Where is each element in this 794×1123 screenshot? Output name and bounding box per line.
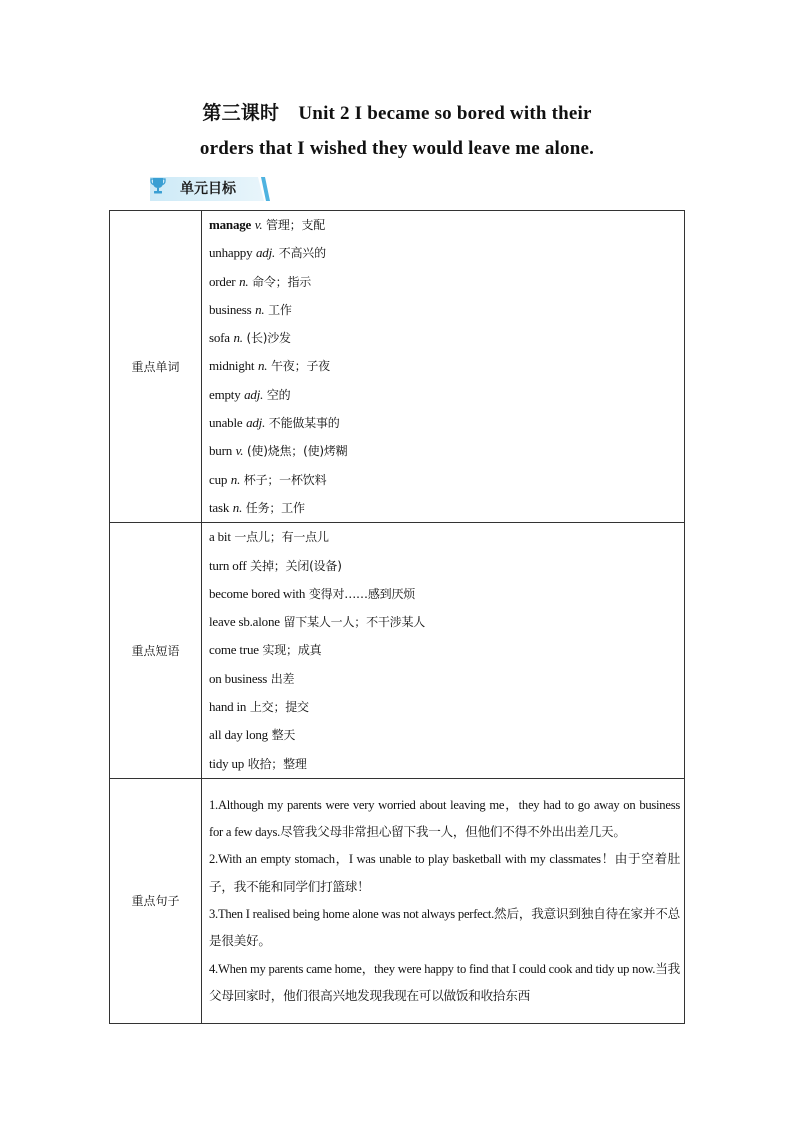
- words-cell: [202, 211, 685, 523]
- list-item: [209, 381, 680, 409]
- phrases-cell: [202, 523, 685, 779]
- meaning: 不能做某事的: [268, 416, 340, 431]
- word: burn: [209, 443, 233, 459]
- phrase: turn off: [209, 557, 247, 573]
- list-item: [209, 296, 680, 324]
- meaning: (长)沙发: [246, 331, 291, 346]
- list-item: [209, 352, 680, 380]
- list-item: [209, 211, 680, 239]
- list-item: [209, 552, 680, 580]
- list-item: [209, 324, 680, 352]
- phrase: a bit: [209, 529, 231, 545]
- list-item: [209, 721, 680, 749]
- sentence-item: 1.Although my parents were very worried about leaving me，they had to go away on business for a few days.尽管我父母非常担心留下我一人，但他们不得不外出出差几天。: [209, 797, 680, 840]
- meaning: (使)烧焦；(使)烤糊: [246, 444, 348, 459]
- part-of-speech: adj.: [244, 386, 264, 402]
- phrase: come true: [209, 642, 259, 658]
- word: sofa: [209, 330, 230, 346]
- part-of-speech: n.: [232, 499, 243, 515]
- meaning: 午夜；子夜: [270, 359, 330, 374]
- sentence-item: 2.With an empty stomach，I was unable to play basketball with my classmates！由于空着肚子，我不能和同学们打篮球！: [209, 852, 680, 894]
- list-item: [209, 693, 680, 721]
- word: midnight: [209, 358, 255, 374]
- word: cup: [209, 471, 228, 487]
- sentences-cell: [202, 778, 685, 1023]
- phrase: tidy up: [209, 755, 245, 771]
- part-of-speech: n.: [255, 301, 265, 317]
- page-title-line-2: orders that I wished they would leave me alone.: [199, 138, 595, 159]
- part-of-speech: v.: [254, 217, 263, 232]
- list-item: [209, 409, 680, 437]
- word: unable: [209, 415, 243, 431]
- meaning: 任务；工作: [245, 500, 305, 515]
- page-title-line-1: 第三课时 Unit 2 I became so bored with their: [202, 103, 592, 124]
- meaning: 收拾；整理: [247, 756, 307, 771]
- word: unhappy: [209, 245, 253, 261]
- list-item: [209, 580, 680, 608]
- list-item: [209, 608, 680, 636]
- phrase: hand in: [209, 699, 247, 715]
- list-item: [209, 239, 680, 267]
- phrase: become bored with: [209, 585, 306, 601]
- meaning: 实现；成真: [262, 643, 322, 658]
- word: task: [209, 499, 230, 515]
- meaning: 出差: [270, 671, 295, 686]
- section-title: 单元目标: [180, 181, 236, 197]
- table-row-phrases: [110, 523, 685, 779]
- unit-goals-table: [109, 210, 685, 1024]
- table-row-words: [110, 211, 685, 523]
- part-of-speech: adj.: [246, 415, 266, 431]
- category-cell: 重点短语: [110, 523, 202, 779]
- meaning: 整天: [271, 728, 296, 743]
- sentence-item: 3.Then I realised being home alone was not always perfect.然后，我意识到独自待在家并不总是很美好。: [209, 906, 680, 949]
- part-of-speech: adj.: [256, 245, 276, 261]
- list-item: [209, 750, 680, 778]
- word: manage: [209, 217, 252, 232]
- part-of-speech: v.: [235, 443, 244, 459]
- meaning: 空的: [266, 387, 291, 402]
- meaning: 变得对……感到厌烦: [308, 586, 416, 601]
- phrase: all day long: [209, 727, 268, 743]
- phrase: leave sb.alone: [209, 614, 280, 630]
- meaning: 一点儿；有一点儿: [234, 530, 329, 545]
- meaning: 杯子；一杯饮料: [243, 472, 327, 487]
- meaning: 上交；提交: [249, 700, 309, 715]
- list-item: [209, 494, 680, 522]
- list-item: [209, 665, 680, 693]
- part-of-speech: n.: [239, 273, 249, 289]
- list-item: [209, 437, 680, 465]
- list-item: [209, 636, 680, 664]
- meaning: 关掉；关闭(设备): [250, 558, 342, 573]
- part-of-speech: n.: [233, 330, 243, 346]
- word: business: [209, 301, 252, 317]
- word: order: [209, 273, 236, 289]
- list-item: [209, 523, 680, 551]
- meaning: 命令；指示: [252, 274, 312, 289]
- list-item: [209, 466, 680, 494]
- phrase: on business: [209, 670, 268, 686]
- table-row-sentences: [110, 778, 685, 1023]
- section-badge: [150, 177, 270, 201]
- category-cell: 重点单词: [110, 211, 202, 523]
- trophy-icon: [150, 177, 166, 195]
- word: empty: [209, 386, 241, 402]
- meaning: 留下某人一人；不干涉某人: [283, 615, 426, 630]
- meaning: 不高兴的: [278, 246, 326, 261]
- sentence-item: 4.When my parents came home，they were happy to find that I could cook and tidy up now.当我父母回家时，他们很高兴地发现我现在可以做饭和收拾东西: [209, 961, 680, 1003]
- list-item: [209, 268, 680, 296]
- category-cell: 重点句子: [110, 778, 202, 1023]
- meaning: 工作: [268, 302, 292, 317]
- meaning: 管理；支配: [266, 218, 326, 232]
- part-of-speech: n.: [257, 358, 268, 374]
- part-of-speech: n.: [230, 471, 241, 487]
